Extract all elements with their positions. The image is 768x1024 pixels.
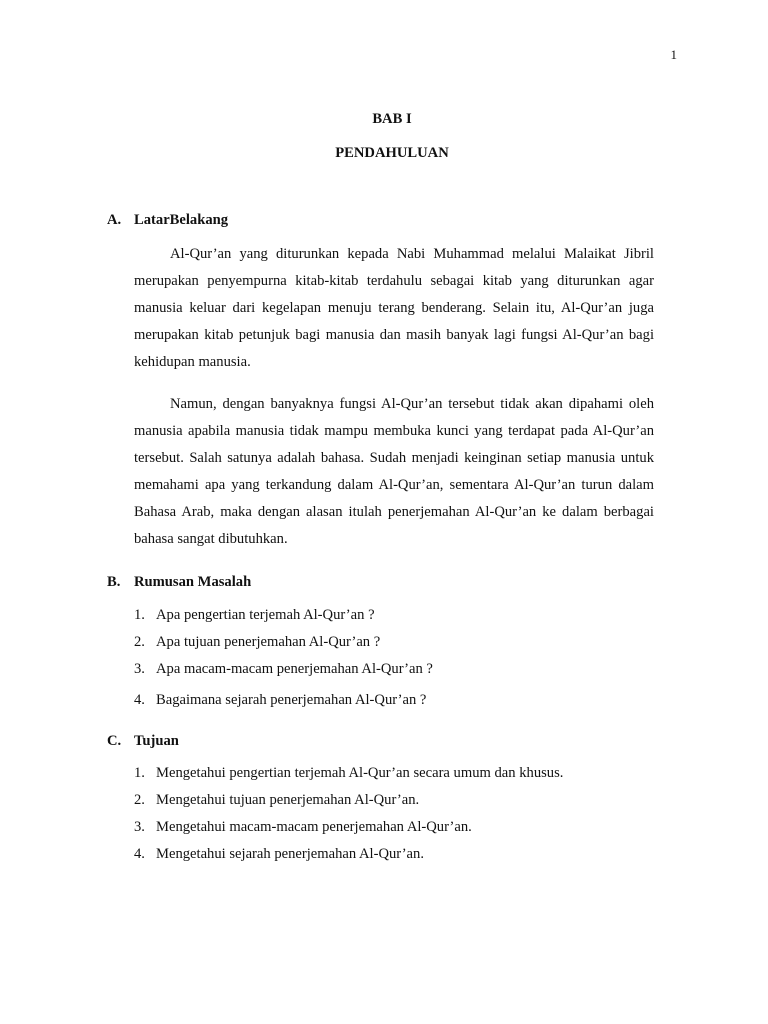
- list-text: Bagaimana sejarah penerjemahan Al-Qur’an ?: [156, 692, 427, 708]
- section-heading-tujuan: [107, 731, 652, 751]
- list-number: 2.: [134, 634, 145, 650]
- paragraph-line: kehidupan manusia.: [134, 354, 251, 370]
- section-title: Tujuan: [134, 733, 179, 749]
- paragraph-1: [134, 241, 654, 376]
- list-number: 4.: [134, 692, 145, 708]
- paragraph-line: tersebut. Salah satunya adalah bahasa. Sudah menjadi keinginan setiap manusia untuk: [134, 450, 654, 466]
- list-text: Apa macam-macam penerjemahan Al-Qur’an ?: [156, 661, 433, 677]
- list-number: 1.: [134, 607, 145, 623]
- list-item: [134, 602, 654, 629]
- list-text: Mengetahui sejarah penerjemahan Al-Qur’an.: [156, 846, 424, 862]
- list-text: Mengetahui pengertian terjemah Al-Qur’an secara umum dan khusus.: [156, 765, 564, 781]
- paragraph-line: Namun, dengan banyaknya fungsi Al-Qur’an tersebut tidak akan dipahami oleh: [170, 396, 654, 412]
- paragraph-2: [134, 391, 654, 553]
- tujuan-list: [134, 760, 654, 868]
- list-item: [134, 814, 654, 841]
- section-letter: B.: [107, 574, 121, 590]
- section-letter: A.: [107, 212, 122, 228]
- section-heading-latar-belakang: [107, 210, 652, 230]
- list-text: Apa pengertian terjemah Al-Qur’an ?: [156, 607, 375, 623]
- list-item: [134, 656, 654, 683]
- list-number: 3.: [134, 661, 145, 677]
- section-letter: C.: [107, 733, 122, 749]
- section-title: Rumusan Masalah: [134, 574, 252, 590]
- paragraph-line: Al-Qur’an yang diturunkan kepada Nabi Muhammad melalui Malaikat Jibril: [170, 246, 654, 262]
- section-heading-rumusan-masalah: [107, 572, 652, 592]
- list-text: Mengetahui macam-macam penerjemahan Al-Qur’an.: [156, 819, 472, 835]
- list-item: [134, 760, 654, 787]
- list-text: Apa tujuan penerjemahan Al-Qur’an ?: [156, 634, 381, 650]
- paragraph-line: bahasa sangat dibutuhkan.: [134, 531, 288, 547]
- paragraph-line: Bahasa Arab, maka dengan alasan itulah penerjemahan Al-Qur’an ke dalam berbagai: [134, 504, 654, 520]
- list-number: 3.: [134, 819, 145, 835]
- rumusan-list: [134, 602, 654, 714]
- page-number: 1: [670, 47, 677, 62]
- list-item: [134, 841, 654, 868]
- section-title: LatarBelakang: [134, 212, 229, 228]
- chapter-title: PENDAHULUAN: [335, 145, 449, 161]
- list-item: [134, 787, 654, 814]
- paragraph-line: memahami apa yang terkandung dalam Al-Qur’an, sementara Al-Qur’an turun dalam: [134, 477, 654, 493]
- paragraph-line: merupakan penyempurna kitab-kitab terdahulu sebagai kitab yang diturunkan agar: [134, 273, 654, 289]
- list-item: [134, 687, 654, 714]
- chapter-label: BAB I: [372, 111, 412, 127]
- paragraph-line: merupakan kitab petunjuk bagi manusia dan masih banyak lagi fungsi Al-Qur’an bagi: [134, 327, 654, 343]
- paragraph-line: manusia keluar dari kegelapan menuju terang benderang. Selain itu, Al-Qur’an juga: [134, 300, 654, 316]
- paragraph-line: manusia apabila manusia tidak mampu membuka kunci yang terdapat pada Al-Qur’an: [134, 423, 654, 439]
- list-item: [134, 629, 654, 656]
- list-text: Mengetahui tujuan penerjemahan Al-Qur’an.: [156, 792, 420, 808]
- list-number: 2.: [134, 792, 145, 808]
- list-number: 4.: [134, 846, 145, 862]
- list-number: 1.: [134, 765, 145, 781]
